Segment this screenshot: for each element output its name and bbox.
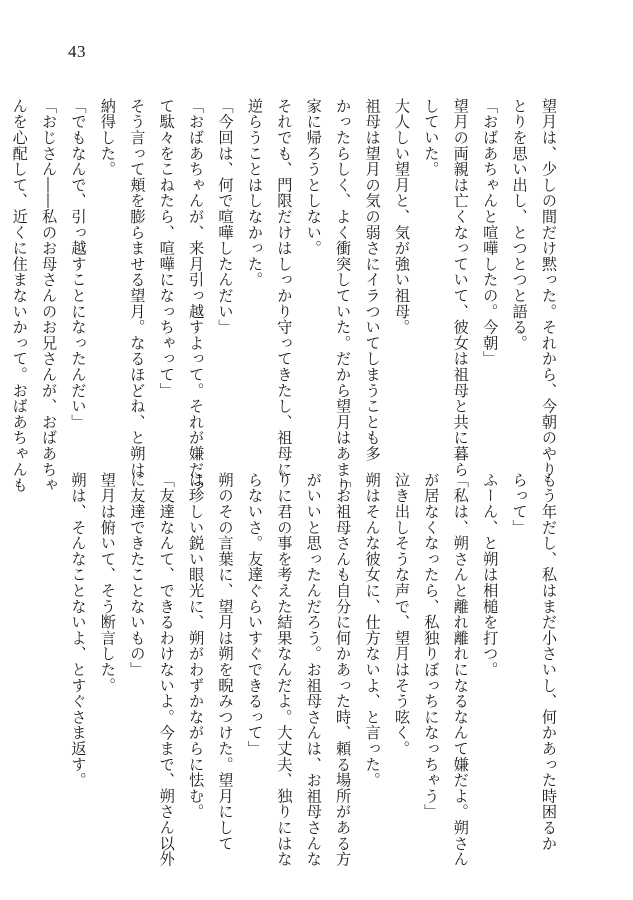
text-line: 「今回は、何で喧嘩したんだい」 <box>216 98 235 335</box>
text-line: それでも、門限だけはしっかり守ってきたし、祖母に <box>275 98 294 478</box>
text-line: 逆らうことはしなかった。 <box>245 98 264 288</box>
text-line: 「おばあちゃんと喧嘩したの。今朝」 <box>481 98 500 367</box>
text-line: 望月は俯いて、そう断言した。 <box>98 472 117 694</box>
text-line: 「おばあちゃんが、来月引っ越すよって。それが嫌だっ <box>187 98 206 493</box>
text-line: そう言って頬を膨らませる望月。なるほどね、と朔は <box>128 98 147 478</box>
text-line: が居なくなったら、私独りぼっちになっちゃう」 <box>422 472 441 820</box>
text-line: していた。 <box>422 98 441 177</box>
text-line: 「友達なんて、できるわけないよ。今まで、朔さん以外 <box>157 472 176 867</box>
text-line: ふーん、と朔は相槌を打つ。 <box>481 472 500 678</box>
text-line: とりを思い出し、とつとつと語る。 <box>510 98 529 351</box>
text-line: 「お祖母さんも自分に何かあった時、頼る場所がある方 <box>334 472 353 867</box>
text-line: 「私は、朔さんと離れ離れになるなんて嫌だよ。朔さん <box>451 472 470 867</box>
text-line: りに君の事を考えた結果なんだよ。大丈夫、独りにはな <box>275 472 294 867</box>
text-line: がいいと思ったんだろう。お祖母さんは、お祖母さんな <box>304 472 323 867</box>
text-line: 家に帰ろうとしない。 <box>304 98 323 256</box>
page-number: 43 <box>68 42 86 61</box>
text-line: 祖母は望月の気の弱さにイラついてしまうことも多 <box>363 98 382 462</box>
text-line: 納得した。 <box>98 98 117 177</box>
lower-text-block <box>69 472 563 867</box>
upper-text-block <box>10 98 563 493</box>
text-line: かったらしく、よく衝突していた。だから望月はあまり <box>334 98 353 493</box>
text-line: 大人しい望月と、気が強い祖母。 <box>392 98 411 335</box>
text-line: 朔は、そんなことないよ、とすぐさま返す。 <box>69 472 88 788</box>
text-line: 「おじさん――私のお母さんのお兄さんが、おばあちゃ <box>40 98 59 493</box>
text-line: 「でもなんで、引っ越すことになったんだい」 <box>69 98 88 430</box>
text-line: 望月は、少しの間だけ黙った。それから、今朝のやり <box>540 98 558 478</box>
text-line: に友達できたことないもの」 <box>128 472 147 678</box>
text-line: らって」 <box>510 472 529 536</box>
text-line: は珍しい鋭い眼光に、朔がわずかながらに怯む。 <box>187 472 206 820</box>
text-line: らないさ。友達ぐらいすぐできるって」 <box>245 472 264 757</box>
text-line: 朔はそんな彼女に、仕方ないよ、と言った。 <box>363 472 382 788</box>
text-line: もう年だし、私はまだ小さいし、何かあった時困るか <box>540 472 558 852</box>
text-line: 望月の両親は亡くなっていて、彼女は祖母と共に暮ら <box>451 98 470 478</box>
text-line: 泣き出しそうな声で、望月はそう呟く。 <box>392 472 411 757</box>
text-line: んを心配して、近くに住まないかって。おばあちゃんも <box>10 98 29 493</box>
text-line: て駄々をこねたら、喧嘩になっちゃって」 <box>157 98 176 399</box>
text-line: 朔のその言葉に、望月は朔を睨みつけた。望月にして <box>216 472 235 852</box>
